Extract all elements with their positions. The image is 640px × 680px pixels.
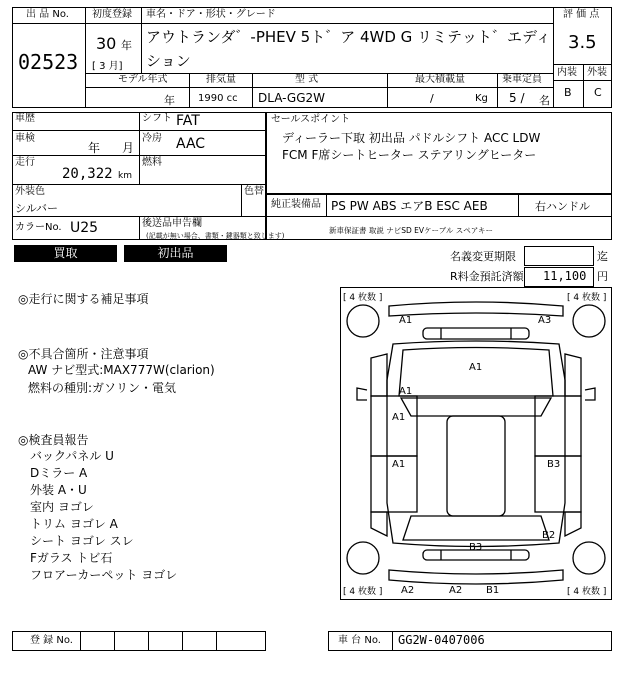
report-line: Dミラー A bbox=[30, 466, 88, 480]
tire-count-tr: [ 4 枚数 ] bbox=[567, 293, 607, 303]
first-listing-tag: 初出品 bbox=[124, 245, 227, 262]
name-change-box bbox=[524, 246, 594, 266]
color-no: U25 bbox=[70, 220, 99, 236]
repaint-label: 色替 bbox=[244, 186, 264, 197]
max-load-label: 最大積載量 bbox=[415, 74, 465, 85]
reg-no-label: 登 録 No. bbox=[30, 635, 73, 646]
exterior-grade: C bbox=[594, 86, 602, 99]
extras-value: 新車保証書 取説 ナビSD EVケーブル スペアキー bbox=[329, 226, 493, 235]
tire-count-br: [ 4 枚数 ] bbox=[567, 587, 607, 597]
report-line: トリム ヨゴレ A bbox=[30, 517, 118, 531]
report-line: 室内 ヨゴレ bbox=[30, 500, 94, 514]
score-label: 評 価 点 bbox=[563, 9, 600, 20]
fuel-label: 燃料 bbox=[142, 157, 162, 168]
exterior-color-label: 外装色 bbox=[15, 186, 45, 197]
capacity-unit: 名 bbox=[539, 94, 550, 107]
ac-label: 冷房 bbox=[142, 133, 162, 144]
damage-mark: A1 bbox=[392, 459, 406, 470]
mileage-value: 20,322 bbox=[62, 166, 113, 182]
model-year-label: モデル年式 bbox=[118, 74, 168, 85]
equipment-label: 純正装備品 bbox=[271, 199, 321, 210]
handle-value: 右ハンドル bbox=[535, 200, 590, 213]
mileage-unit: km bbox=[118, 171, 132, 181]
inspector-heading: ◎検査員報告 bbox=[18, 433, 89, 447]
history-label: 車歴 bbox=[15, 113, 35, 124]
chassis-no: GG2W-0407006 bbox=[398, 633, 485, 647]
recycle-value: 11,100 bbox=[543, 269, 587, 283]
name-change-unit: 迄 bbox=[597, 250, 608, 263]
chassis-label: 車 台 No. bbox=[338, 635, 381, 646]
damage-mark: A3 bbox=[538, 315, 552, 326]
mileage-label: 走行 bbox=[15, 157, 35, 168]
recycle-unit: 円 bbox=[597, 270, 608, 283]
aftermarket-label: 後送品申告欄 bbox=[142, 218, 202, 229]
defects-heading: ◎不具合箇所・注意事項 bbox=[18, 347, 149, 361]
damage-mark: A1 bbox=[399, 315, 413, 326]
reg-year-unit: 年 bbox=[121, 39, 132, 52]
purchase-tag: 買取 bbox=[14, 245, 117, 262]
damage-mark: B1 bbox=[486, 585, 500, 596]
first-reg-label: 初度登録 bbox=[92, 9, 132, 20]
damage-mark: B2 bbox=[542, 530, 556, 541]
score-value: 3.5 bbox=[568, 32, 597, 53]
type-value: DLA-GG2W bbox=[258, 91, 326, 105]
inspection-month: 月 bbox=[122, 141, 135, 155]
car-name-line1: アウトランダ゛-PHEV 5ト゛ア 4WD G リミテット゛エディ bbox=[146, 28, 551, 46]
ac-value: AAC bbox=[176, 136, 206, 152]
max-load-slash: / bbox=[430, 92, 434, 105]
displacement-value: 1990 cc bbox=[198, 93, 238, 104]
report-line: 外装 A・U bbox=[30, 483, 87, 497]
report-line: バックパネル U bbox=[30, 449, 114, 463]
shift-value: FAT bbox=[176, 113, 200, 129]
inspection-label: 車検 bbox=[15, 133, 35, 144]
damage-mark: A1 bbox=[392, 412, 406, 423]
type-label: 型 式 bbox=[295, 74, 319, 85]
model-year-unit: 年 bbox=[164, 94, 175, 107]
max-load-unit: Kg bbox=[475, 93, 488, 104]
inspection-year: 年 bbox=[88, 141, 101, 155]
exterior-label: 外装 bbox=[587, 67, 607, 78]
selling-point-2: FCM F席シートヒーター ステアリングヒーター bbox=[282, 148, 537, 162]
equipment-values: PS PW ABS エアB ESC AEB bbox=[331, 199, 488, 213]
driving-heading: ◎走行に関する補足事項 bbox=[18, 292, 149, 306]
report-line: シート ヨゴレ スレ bbox=[30, 534, 134, 548]
car-diagram bbox=[340, 287, 612, 600]
defect-line-1: AW ナビ型式:MAX777W(clarion) bbox=[28, 363, 215, 377]
exterior-color: シルバー bbox=[15, 202, 58, 215]
capacity-label: 乗車定員 bbox=[502, 74, 542, 85]
selling-point-1: ディーラー下取 初出品 パドルシフト ACC LDW bbox=[282, 131, 541, 145]
interior-label: 内装 bbox=[557, 67, 577, 78]
color-no-label: カラーNo. bbox=[15, 222, 62, 233]
lot-no-label: 出 品 No. bbox=[26, 9, 69, 20]
defect-line-2: 燃料の種別:ガソリン・電気 bbox=[28, 381, 177, 395]
tire-count-tl: [ 4 枚数 ] bbox=[343, 293, 383, 303]
report-line: Fガラス トビ石 bbox=[30, 551, 113, 565]
damage-mark: B3 bbox=[547, 459, 561, 470]
damage-mark: A2 bbox=[449, 585, 463, 596]
report-line: フロアーカーペット ヨゴレ bbox=[30, 568, 178, 582]
displacement-label: 排気量 bbox=[206, 74, 236, 85]
damage-mark: A1 bbox=[469, 362, 483, 373]
lot-no: 02523 bbox=[18, 50, 79, 74]
damage-mark: A1 bbox=[399, 386, 413, 397]
damage-mark: B3 bbox=[469, 542, 483, 553]
selling-points-label: セールスポイント bbox=[271, 114, 351, 125]
reg-year: 30 bbox=[96, 34, 117, 53]
capacity-value: 5 / bbox=[509, 91, 525, 105]
damage-mark: A2 bbox=[401, 585, 415, 596]
reg-month: [ 3 月] bbox=[92, 61, 123, 72]
name-change-label: 名義変更期限 bbox=[450, 250, 516, 263]
interior-grade: B bbox=[564, 86, 572, 99]
recycle-label: R料金預託済額 bbox=[450, 270, 524, 283]
car-name-line2: ション bbox=[146, 52, 191, 70]
shift-label: シフト bbox=[142, 113, 172, 124]
tire-count-bl: [ 4 枚数 ] bbox=[343, 587, 383, 597]
car-name-label: 車名・ドア・形状・グレード bbox=[146, 9, 276, 20]
aftermarket-note: (記載が無い場合、書類・鍵器類と致します) bbox=[146, 232, 285, 240]
